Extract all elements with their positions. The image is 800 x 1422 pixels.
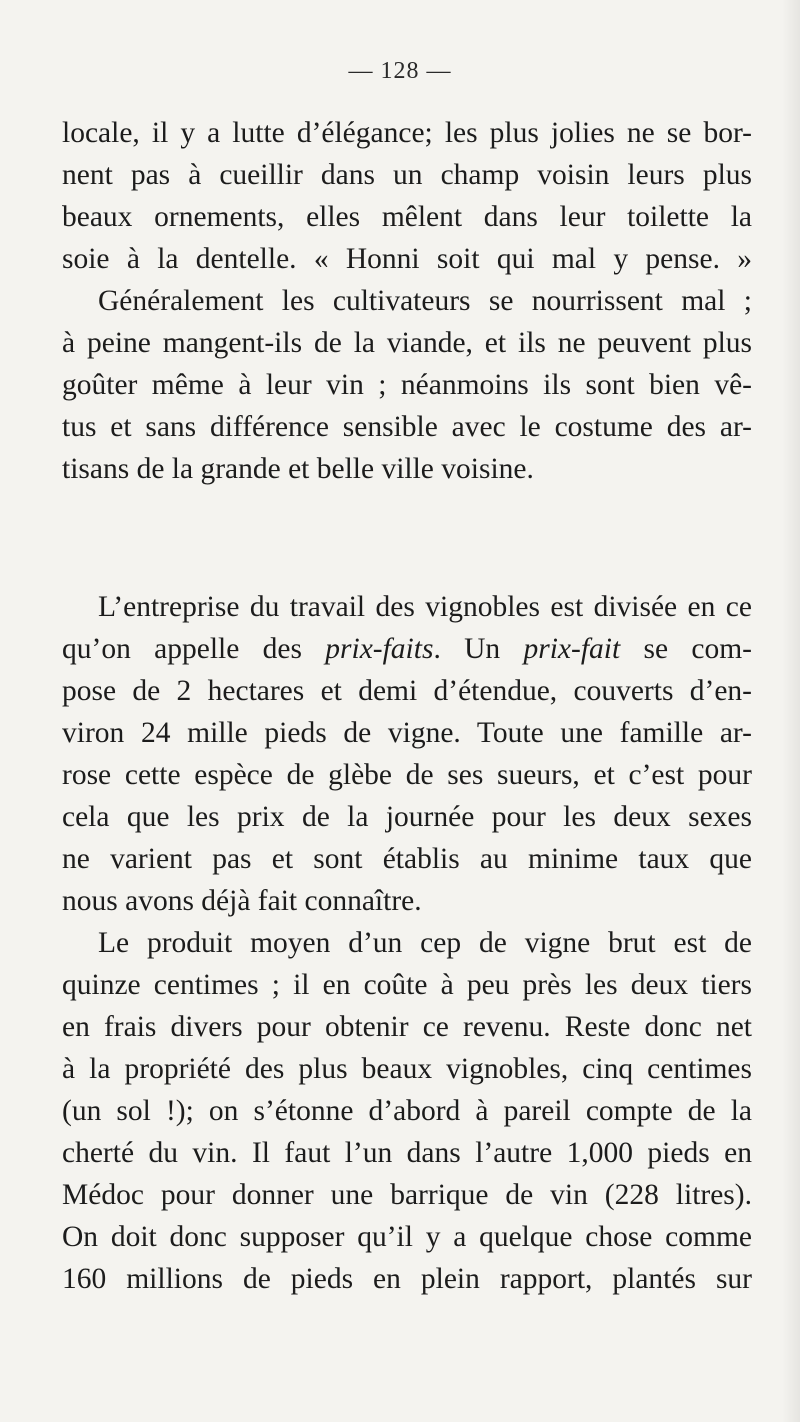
text-line: Généralement les cultivateurs se nourrissent mal ;: [98, 285, 752, 317]
text-line: beaux ornements, elles mêlent dans leur toilette la: [62, 201, 752, 233]
text-line: ne varient pas et sont établis au minime taux que: [62, 843, 752, 875]
text-line: pose de 2 hectares et demi d’étendue, couverts d’en-: [62, 675, 752, 707]
paragraph-1: [62, 112, 752, 490]
text-line: rose cette espèce de glèbe de ses sueurs, et c’est pour: [62, 759, 752, 791]
text-line: en frais divers pour obtenir ce revenu. Reste donc net: [62, 1011, 752, 1043]
text-run: qu’on appelle des: [62, 633, 326, 665]
italic-term: prix-fait: [523, 633, 621, 665]
text-run: . Un: [433, 633, 524, 665]
text-line: cherté du vin. Il faut l’un dans l’autre 1,000 pieds en: [62, 1137, 752, 1169]
page-edge-shadow: [782, 0, 800, 1422]
text-line: (un sol !); on s’étonne d’abord à pareil compte de la: [62, 1095, 752, 1127]
italic-term: prix-faits: [325, 633, 434, 665]
text-line: nous avons déjà fait connaître.: [62, 885, 422, 917]
text-line: à peine mangent-ils de la viande, et ils ne peuvent plus: [62, 327, 752, 359]
text-line: L’entreprise du travail des vignobles est divisée en ce: [98, 591, 752, 623]
text-line: On doit donc supposer qu’il y a quelque chose comme: [62, 1221, 752, 1253]
text-line: goûter même à leur vin ; néanmoins ils sont bien vê-: [62, 369, 752, 401]
text-line-with-italics: [62, 628, 752, 670]
text-line: viron 24 mille pieds de vigne. Toute une famille ar-: [62, 717, 752, 749]
text-line: 160 millions de pieds en plein rapport, plantés sur: [62, 1263, 752, 1295]
text-line: soie à la dentelle. « Honni soit qui mal y pense. »: [62, 243, 752, 275]
text-line: tus et sans différence sensible avec le costume des ar-: [62, 411, 752, 443]
text-line: Médoc pour donner une barrique de vin (228 litres).: [62, 1179, 752, 1211]
page-number: — 128 —: [348, 58, 452, 84]
text-line: nent pas à cueillir dans un champ voisin leurs plus: [62, 159, 752, 191]
text-run: se com-: [620, 633, 752, 665]
text-line: locale, il y a lutte d’élégance; les plus jolies ne se bor-: [62, 117, 752, 149]
paragraph-2: [62, 586, 752, 1300]
text-line: cela que les prix de la journée pour les deux sexes: [62, 801, 752, 833]
text-line: quinze centimes ; il en coûte à peu près les deux tiers: [62, 969, 752, 1001]
text-line: tisans de la grande et belle ville voisine.: [62, 453, 534, 485]
text-line: Le produit moyen d’un cep de vigne brut est de: [98, 927, 752, 959]
text-line: à la propriété des plus beaux vignobles, cinq centimes: [62, 1053, 752, 1085]
